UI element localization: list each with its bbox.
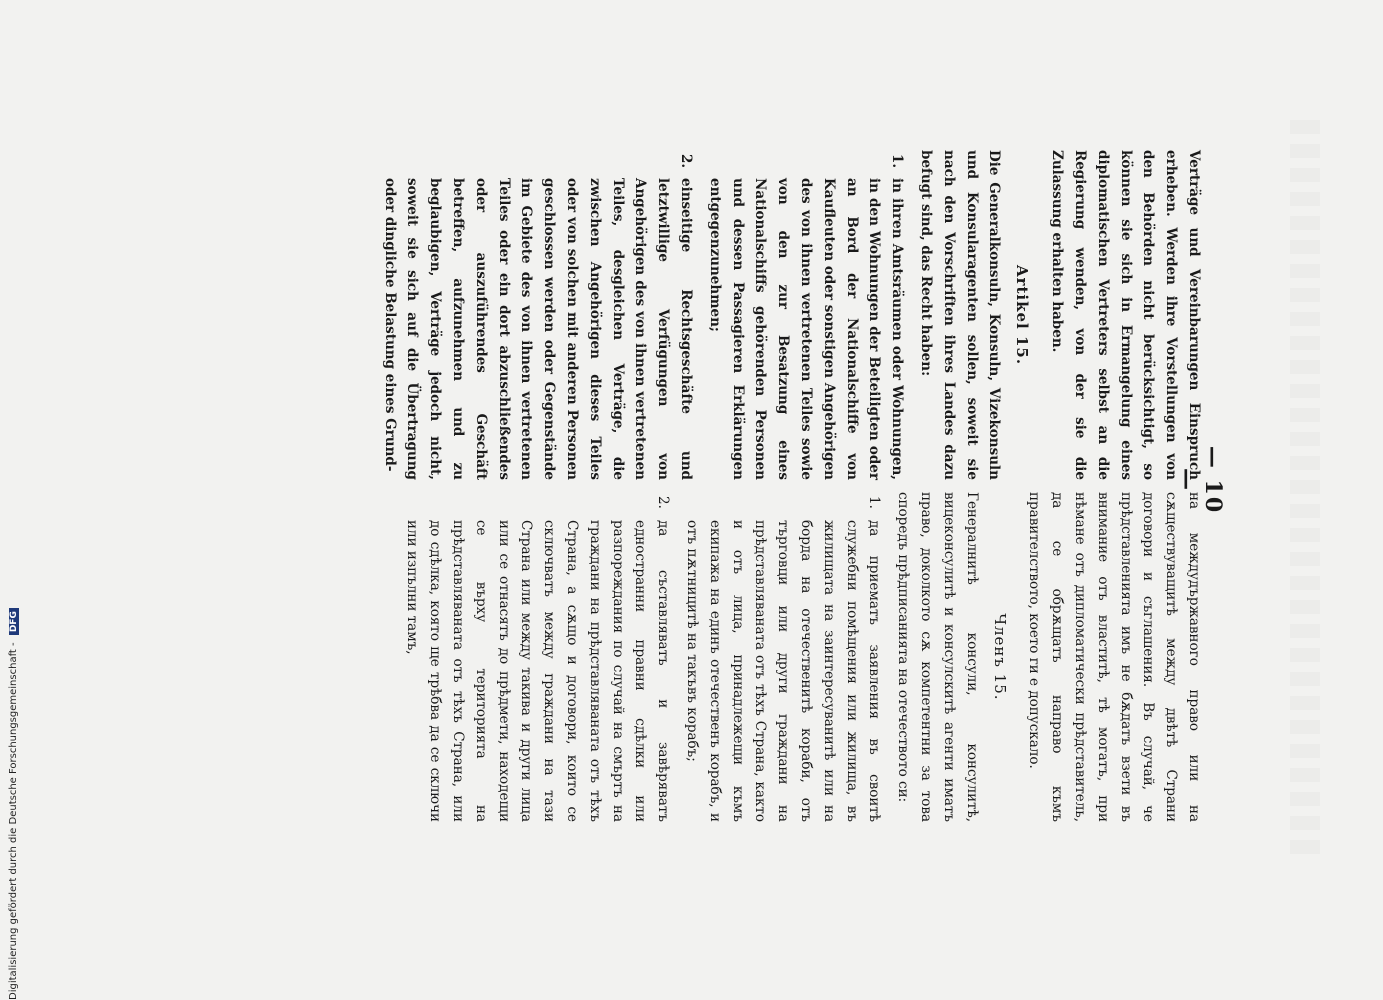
digitization-credit: [8, 608, 19, 1000]
item-text: einseitige Rechtsgeschäfte und letztwillige Verfügungen von Angehörigen des von ihnen vertretenen Teiles, desgleichen Verträge, die zwischen Angehörigen dieses Teiles oder von solchen mit anderen Personen geschlossen werden oder Gegenstände im Gebiete des von ihnen vertretenen Teiles oder ein dort abzuschließendes oder auszuführendes Geschäft betreffen, aufzunehmen und zu beglaubigen, Verträge jedoch nicht, soweit sie sich auf die Übertragung oder dingliche Belastung eines Grund-: [381, 178, 695, 480]
german-page-block: [205, 150, 1205, 480]
german-item: [378, 150, 697, 480]
item-text: in ihren Amtsräumen oder Wohnungen, in den Wohnungen der Beteiligten oder an Bord der Nationalschiffe von Kaufleuten oder sonstigen Angehörigen des von ihnen vertretenen Teiles sowie von den zur Besatzung eines Nationalschiffs gehörenden Personen und dessen Passagieren Erklärungen entgegenzunehmen;: [706, 178, 906, 480]
bulgarian-item: [401, 492, 675, 822]
item-number: 1.: [889, 154, 906, 169]
german-lead: Die Generalkonsuln, Konsuln, Vizekonsuln und Konsularagenten sollen, soweit sie nach den Vorschriften ihres Landes dazu befugt sind, das Recht haben:: [918, 150, 1003, 480]
item-text: да съставляватъ и завѣряватъ едностранни правни сдѣлки или разпореждания по случай на смъртъ на граждани на прѣдставляваната отъ тѣхъ Страна, а сѫщо и договори, които се сключватъ между граждани на тази Страна или между такива и други лица или се отнасятъ до прѣдмети, находещи се върху територията на прѣдставляваната отъ тѣхъ Страна, или до сдѣлка, която ще трѣбва да се сключи или изпълни тамъ,: [404, 520, 672, 822]
bulgarian-article-heading: Членъ 15.: [990, 613, 1009, 701]
german-intro: Verträge und Vereinbarungen Einspruch erheben. Werden ihre Vorstellungen von den Behörden nicht berücksichtigt, so können sie sich in Ermangelung eines diplomatischen Vertreters selbst an die Regierung wenden, von der sie die Zulassung erhalten haben.: [1049, 150, 1202, 480]
item-number: 2.: [678, 154, 695, 169]
german-article-heading: Artikel 15.: [1013, 264, 1032, 366]
item-number: 1.: [866, 496, 883, 509]
credit-text: Digitalisierung gefördert durch die Deutsche Forschungsgemeinschaft -: [8, 642, 19, 1000]
german-column-text: [372, 150, 1205, 480]
bulgarian-lead: Генералнитѣ консули, консулитѣ, вицеконсулитѣ и консулскитѣ агенти иматъ право, доколкото сѫ компетентни за това споредъ прѣдписанията на отечеството си:: [895, 492, 980, 822]
bulgarian-page-block: [205, 492, 1205, 842]
dfg-logo: DFG: [9, 608, 19, 635]
page-number: — 10 —: [1174, 445, 1226, 515]
bulgarian-item: [680, 492, 885, 822]
bulgarian-column: [395, 492, 1205, 822]
item-number: 2.: [655, 496, 672, 509]
item-text: да приематъ заявления въ своитѣ служебни помѣщения или жилища, въ жилищата на заинтересуванитѣ или на борда на отечественитѣ кораби, отъ търговци или други граждани на прѣдставляваната отъ тѣхъ Страна, както и отъ лица, принадлежещи къмъ екипажа на единъ отечественъ корабъ, и отъ пѫтницитѣ на такъвъ корабъ;: [684, 520, 883, 822]
bleed-through-text: [1290, 120, 1320, 860]
german-item: [703, 150, 908, 480]
bulgarian-intro: на междудържавного право или на сѫществуващитѣ между двѣтѣ Страни договори и съглашения. Въ случай, че прѣдставленията имъ не бѫдатъ взети въ внимание отъ властитѣ, тѣ могатъ, при нѣмане отъ дипломатически прѣдставитель, да се обрѫщатъ направо къмъ правителството, което ги е допускало.: [1026, 492, 1202, 822]
